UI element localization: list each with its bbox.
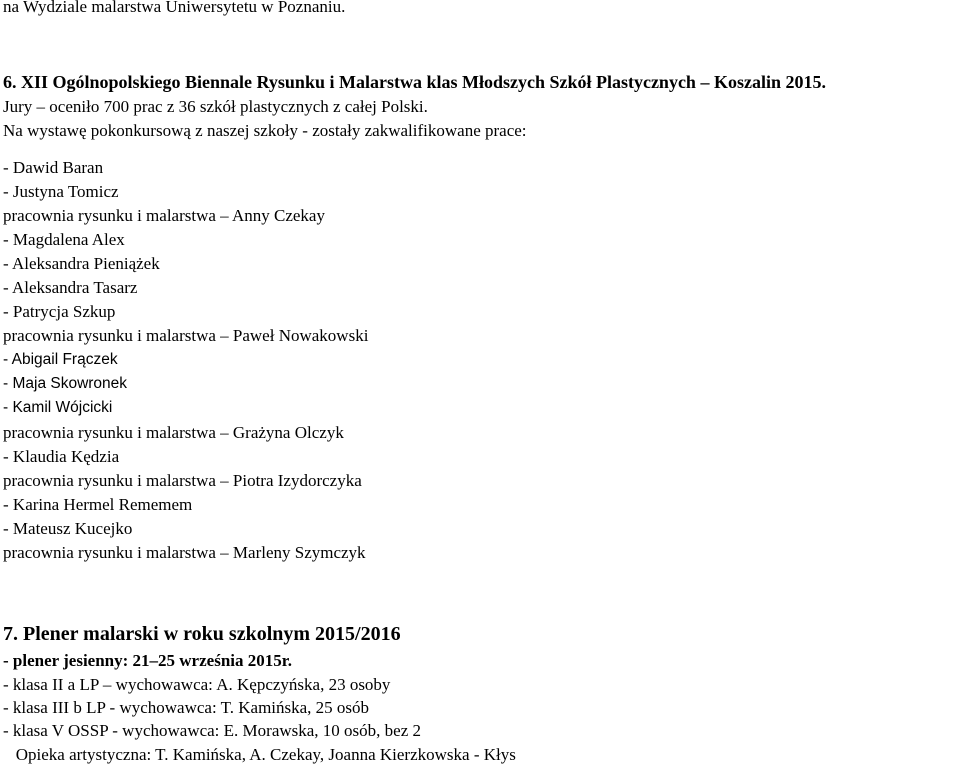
list-item: - Patrycja Szkup (3, 302, 116, 321)
list-item: - Kamil Wójcicki (3, 399, 113, 416)
studio-line: pracownia rysunku i malarstwa – Piotra Izydorczyka (3, 471, 362, 490)
intro-continuation: na Wydziale malarstwa Uniwersytetu w Poznaniu. (3, 0, 346, 16)
list-item: - Maja Skowronek (3, 375, 128, 392)
artistic-supervision-line: Opieka artystyczna: T. Kamińska, A. Czekay, Joanna Kierzkowska - Kłys (3, 745, 516, 764)
class-line: - klasa III b LP - wychowawca: T. Kamińska, 25 osób (3, 698, 370, 717)
list-item: - Magdalena Alex (3, 230, 125, 249)
section-7-heading: 7. Plener malarski w roku szkolnym 2015/2016 (3, 623, 401, 645)
studio-line: pracownia rysunku i malarstwa – Marleny Szymczyk (3, 543, 366, 562)
list-item: - Klaudia Kędzia (3, 447, 120, 466)
class-line: - klasa V OSSP - wychowawca: E. Morawska, 10 osób, bez 2 (3, 721, 422, 740)
studio-line: pracownia rysunku i malarstwa – Grażyna Olczyk (3, 423, 344, 442)
class-line: - klasa II a LP – wychowawca: A. Kępczyńska, 23 osoby (3, 675, 391, 694)
studio-line: pracownia rysunku i malarstwa – Paweł Nowakowski (3, 326, 369, 345)
jury-line: Jury – oceniło 700 prac z 36 szkół plastycznych z całej Polski. (3, 97, 428, 116)
list-item: - Aleksandra Pieniążek (3, 254, 160, 273)
list-item: - Aleksandra Tasarz (3, 278, 138, 297)
list-item: - Karina Hermel Rememem (3, 495, 193, 514)
section-7-subheading: - plener jesienny: 21–25 września 2015r. (3, 651, 292, 670)
exhibition-line: Na wystawę pokonkursową z naszej szkoły - zostały zakwalifikowane prace: (3, 121, 527, 140)
list-item: - Abigail Frączek (3, 351, 118, 368)
list-item: - Dawid Baran (3, 158, 104, 177)
section-6-heading: 6. XII Ogólnopolskiego Biennale Rysunku i Malarstwa klas Młodszych Szkół Plastycznych – Koszalin 2015. (3, 72, 826, 92)
list-item: - Justyna Tomicz (3, 182, 119, 201)
list-item: - Mateusz Kucejko (3, 519, 133, 538)
studio-line: pracownia rysunku i malarstwa – Anny Czekay (3, 206, 325, 225)
